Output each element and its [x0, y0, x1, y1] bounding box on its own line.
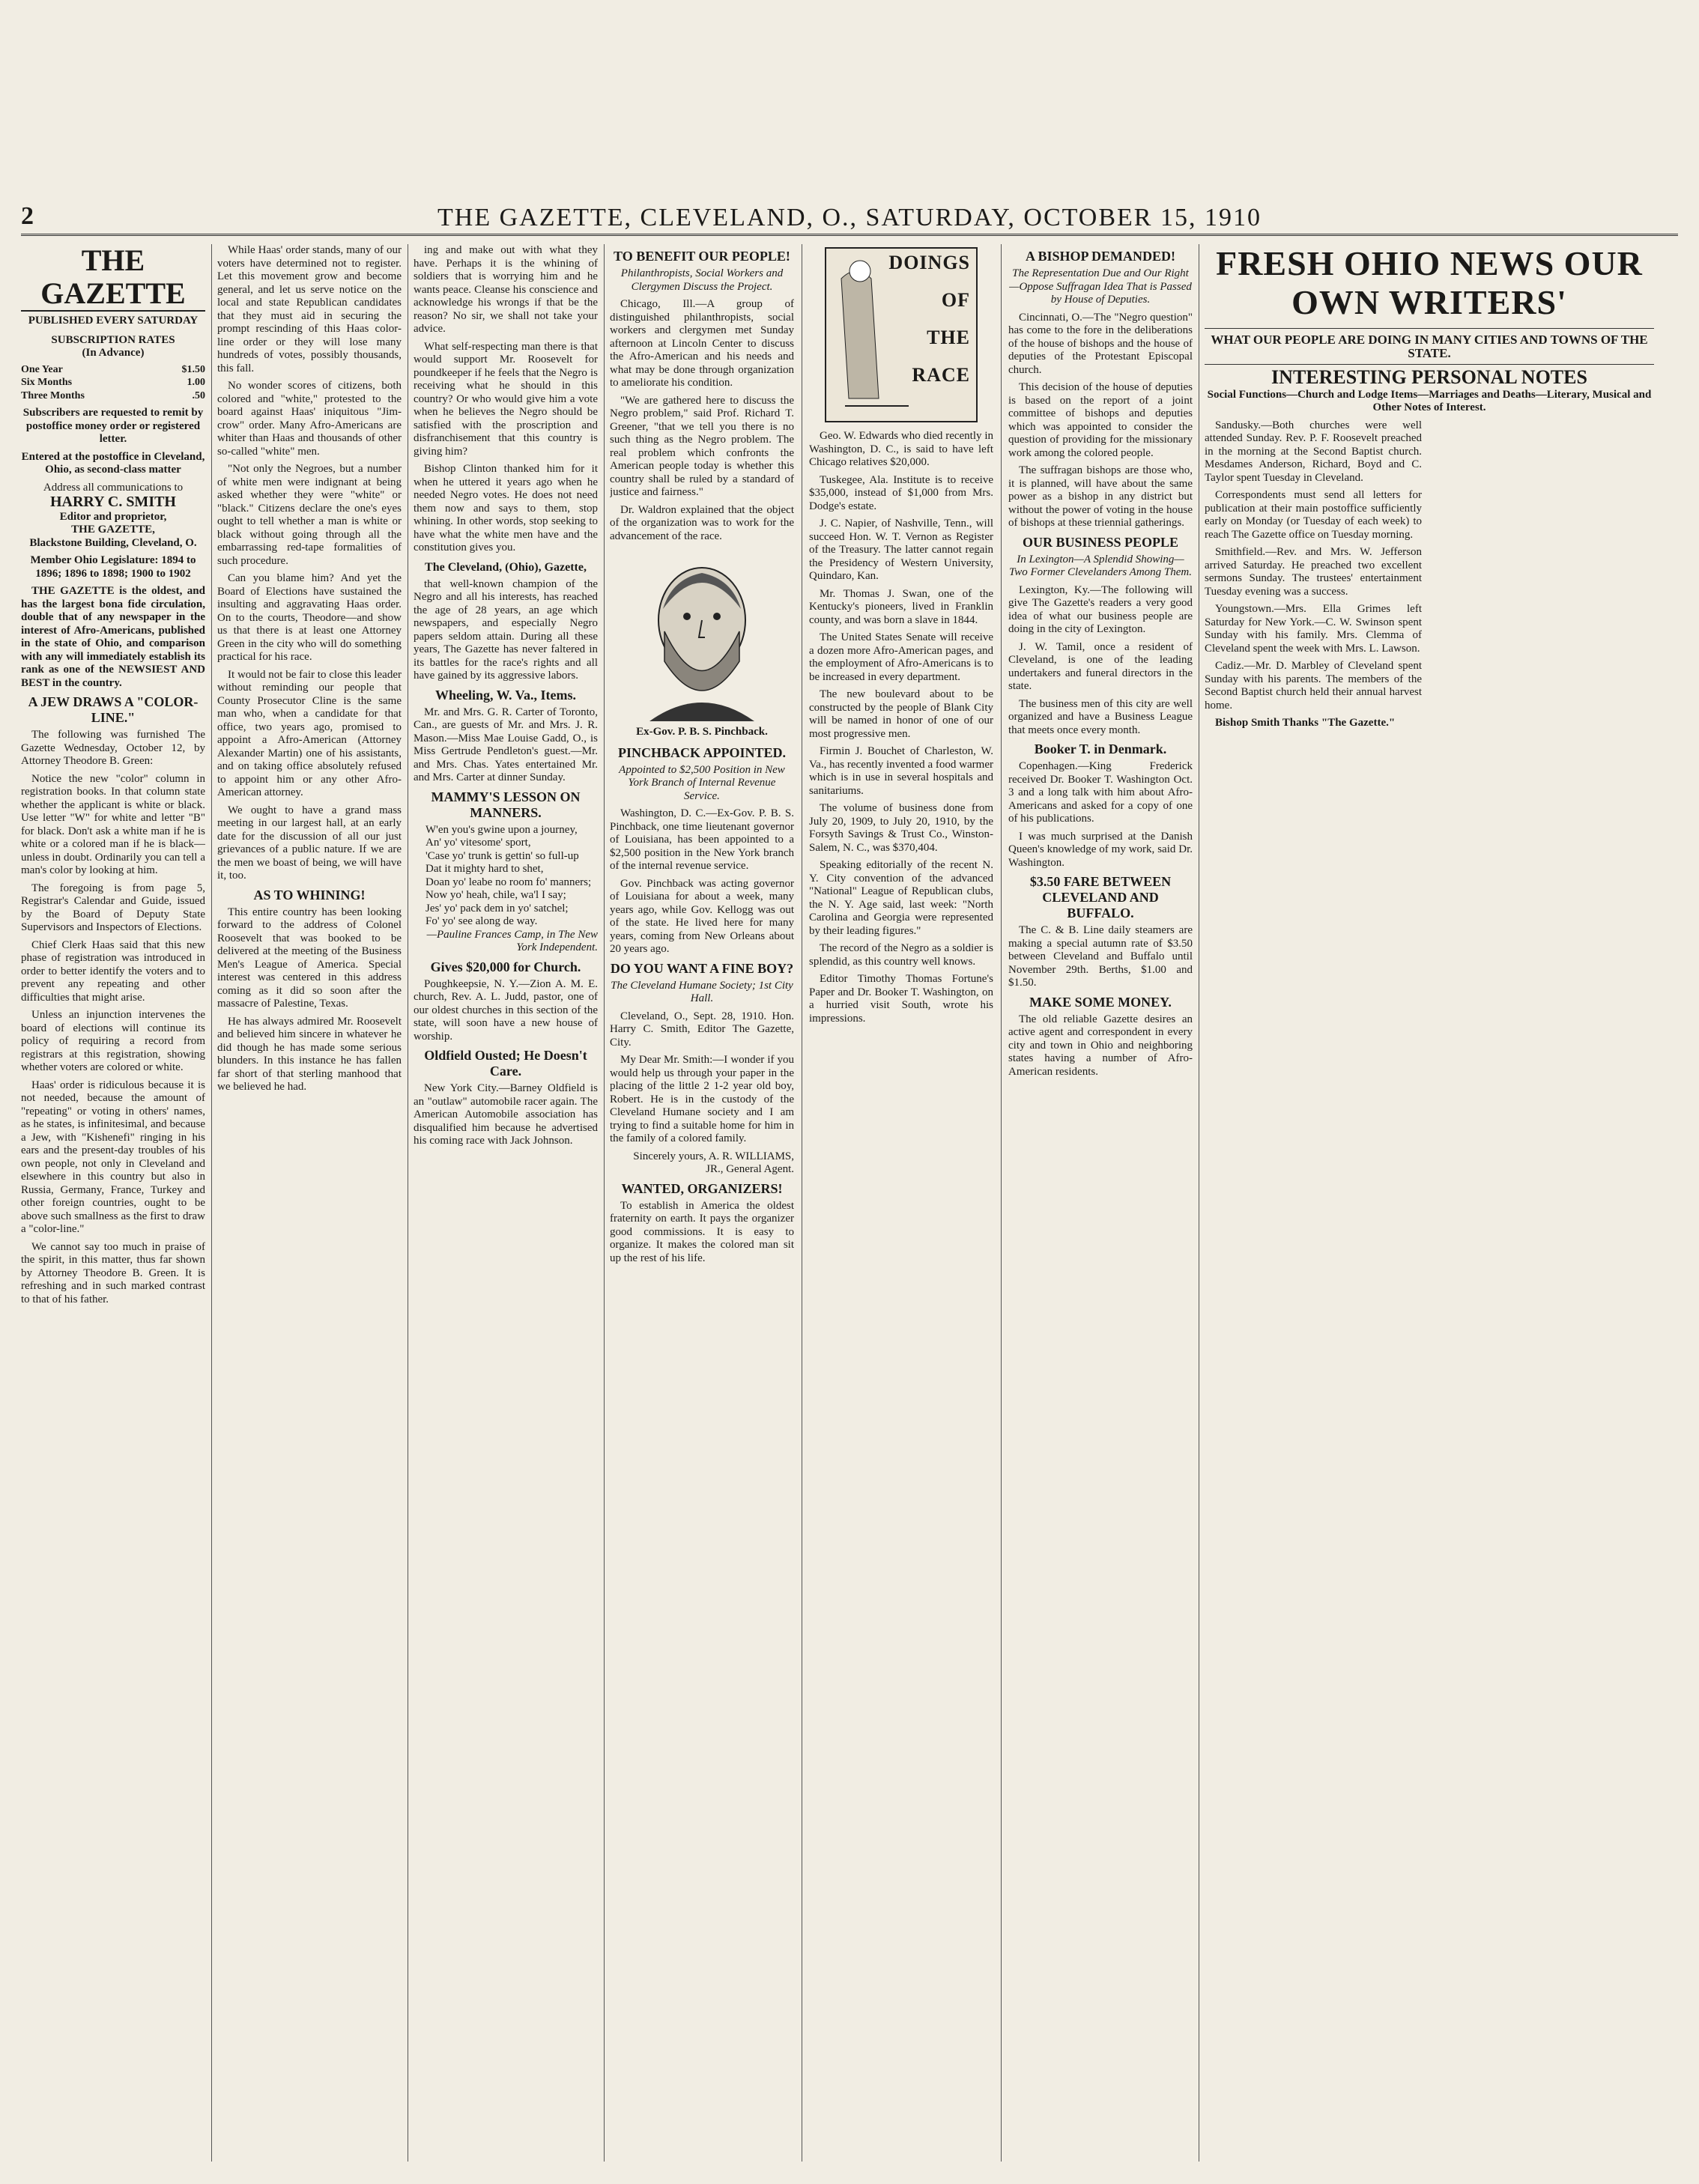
portrait-caption: Ex-Gov. P. B. S. Pinchback.: [636, 726, 768, 738]
article-paragraph: Geo. W. Edwards who died recently in Washington, D. C., is said to have left Chicago relatives $20,000.: [809, 430, 993, 468]
race-word: RACE: [912, 364, 970, 386]
article-paragraph: It would not be fair to close this leader without reminding our people that County Prosecutor Cline is the same man who, when a candidate for that office, two years ago, promised to appoint a Afro-American (Attorney Alexander Martin) one of his assistants, and on taking office absolutely refused to appoint him or any other Afro-American attorney.: [217, 668, 402, 798]
article-paragraph: ing and make out with what they have. Perhaps it is the whining of soldiers that is worrying him and he wants peace. Cleanse his conscience and acknowledge his wrongs if that be the reason? No sir, we shall not take your advice.: [414, 244, 598, 335]
column-3: [414, 244, 598, 2162]
article-paragraph: Smithfield.—Rev. and Mrs. W. Jefferson arrived Saturday. He preached two excellent sermons Sunday. The trustees' entertainment Tuesday evening was a success.: [1205, 546, 1422, 598]
article-paragraph: The volume of business done from July 20, 1909, to July 20, 1910, by the Forsyth Savings & Trust Co., Winston-Salem, N. C., was $370,404.: [809, 802, 993, 854]
article-paragraph: The foregoing is from page 5, Registrar's Calendar and Guide, issued by the Board of Deputy State Supervisors and Inspectors of Elections.: [21, 882, 205, 933]
headline-fare: $3.50 FARE BETWEEN CLEVELAND AND BUFFALO.: [1029, 874, 1172, 920]
race-word: THE: [927, 327, 970, 348]
article-paragraph: J. W. Tamil, once a resident of Cleveland, is one of the leading undertakers and funeral directors in the state.: [1008, 640, 1193, 692]
masthead: [21, 201, 1678, 236]
article-paragraph: Tuskegee, Ala. Institute is to receive $35,000, instead of $1,000 from Mrs. Dodge's estate.: [809, 473, 993, 512]
headline-as-to-whining: AS TO WHINING!: [253, 887, 366, 903]
article-paragraph: My Dear Mr. Smith:—I wonder if you would help us through your paper in the placing of the little 2 1-2 year old boy, Robert. He is in the custody of the Cleveland Humane society and I am trying to find a suitable home for him in the family of a colored family.: [610, 1054, 794, 1144]
article-paragraph: The following was furnished The Gazette Wednesday, October 12, by Attorney Theodore B. Green:: [21, 729, 205, 767]
poem-line: 'Case yo' trunk is gettin' so full-up: [425, 849, 579, 862]
article-paragraph: What self-respecting man there is that would support Mr. Roosevelt for poundkeeper if he feels that the Negro is receiving what he should in this country? Or who would give him a vote when he believes the Negro should be satisfied with the proscription and disfranchisement that this country is giving him?: [414, 340, 598, 458]
article-paragraph: The C. & B. Line daily steamers are making a special autumn rate of $3.50 between Cleveland and Buffalo until November 29th. Berths, $1.00 and $1.50.: [1008, 924, 1193, 989]
article-paragraph: Chicago, Ill.—A group of distinguished philanthropists, social workers and clergymen met Sunday afternoon at Lincoln Center to discuss the Afro-American and his needs and what may be done through organization to ameliorate his condition.: [610, 298, 794, 389]
headline-cleveland-gazette: The Cleveland, (Ohio), Gazette,: [425, 560, 587, 574]
article-paragraph: Gov. Pinchback was acting governor of Louisiana for about a week, many years ago, while Gov. Kellogg was out of the state. He lived here for many years, coming from New Orleans about 20 years ago.: [610, 877, 794, 955]
article-paragraph: Speaking editorially of the recent N. Y. City convention of the advanced "National" League of Republican clubs, the N. Y. Age said, last week: "North Carolina and Georgia were represented by their leading figures.": [809, 859, 993, 937]
article-paragraph: Firmin J. Bouchet of Charleston, W. Va., has recently invented a food warmer which is in use in several hospitals and sanitariums.: [809, 745, 993, 797]
article-paragraph: Poughkeepsie, N. Y.—Zion A. M. E. church, Rev. A. L. Judd, pastor, one of our oldest churches in this section of the state, will soon have a new house of worship.: [414, 977, 598, 1043]
article-paragraph: Chief Clerk Haas said that this new phase of registration was introduced in order to better identify the voters and to prevent any repeating and other difficulties that might arise.: [21, 938, 205, 1004]
entered-notice: Entered at the postoffice in Cleveland, Ohio, as second-class matter: [21, 450, 205, 476]
address-line: Address all communications to: [43, 481, 184, 494]
headline-organizers: WANTED, ORGANIZERS!: [621, 1180, 783, 1196]
poem: [414, 824, 598, 929]
poem-line: Jes' yo' pack dem in yo' satchel;: [425, 902, 569, 914]
portrait-illustration: [627, 549, 777, 721]
article-paragraph: J. C. Napier, of Nashville, Tenn., will succeed Hon. W. T. Vernon as Register of the Treasury. The latter cannot regain the Presidency of Western University, Quindaro, Kan.: [809, 518, 993, 582]
article-paragraph: The old reliable Gazette desires an active agent and correspondent in every city and town in Ohio and neighboring states having a number of Afro-American residents.: [1008, 1013, 1193, 1078]
poem-line: Now yo' heah, chile, wa'l I say;: [425, 889, 566, 901]
article-paragraph: Editor Timothy Thomas Fortune's Paper and Dr. Booker T. Washington, on a hurried visit South, wrote his impressions.: [809, 973, 993, 1025]
poem-line: Doan yo' leabe no room fo' manners;: [425, 876, 592, 888]
masthead-title: THE GAZETTE, CLEVELAND, O., SATURDAY, OCTOBER 15, 1910: [437, 204, 1262, 231]
article-paragraph: Cincinnati, O.—The "Negro question" has come to the fore in the deliberations of the house of bishops and the house of deputies of the Protestant Episcopal church.: [1008, 311, 1193, 376]
editor-role: Editor and proprietor,: [59, 510, 167, 523]
rates-heading: SUBSCRIPTION RATES: [51, 333, 175, 346]
article-paragraph: Washington, D. C.—Ex-Gov. P. B. S. Pinchback, one time lieutenant governor of Louisiana, has been appointed to a $2,500 position in the New York branch of the internal revenue service.: [610, 807, 794, 872]
headline-church-gift: Gives $20,000 for Church.: [430, 959, 581, 974]
article-paragraph: We ought to have a grand mass meeting in our largest hall, at an early date for the discussion of all our just grievances of a public nature. If we are the men we boast of being, we will have it, too.: [217, 804, 402, 882]
article-paragraph: Correspondents must send all letters for publication at their main postoffice sufficiently early on Monday (or Tuesday of each week) to reach The Gazette office on Tuesday morning.: [1205, 489, 1422, 541]
article-paragraph: "We are gathered here to discuss the Negro problem," said Prof. Richard T. Greener, "that we tell you there is no such thing as the Negro problem. The real problem which confronts the American people today is whether this country shall be ruled by a standard of justice and fairness.": [610, 394, 794, 498]
subhead-benefit: Philanthropists, Social Workers and Clergymen Discuss the Project.: [620, 267, 784, 293]
article-paragraph: The record of the Negro as a soldier is splendid, as this country well knows.: [809, 942, 993, 968]
page-number: 2: [21, 202, 34, 230]
race-word: DOINGS: [888, 252, 970, 273]
article-paragraph: Cadiz.—Mr. D. Marbley of Cleveland spent Sunday with his parents. The members of the Second Baptist church held their annual harvest home.: [1205, 660, 1422, 712]
article-paragraph: Mr. and Mrs. G. R. Carter of Toronto, Can., are guests of Mr. and Mrs. J. R. Mason.—Miss Mae Louise Gadd, O., is Miss Gertrude Pendleton's guest.—Mr. and Mrs. Chas. Yates entertained Mr. and Mrs. Carter at dinner Sunday.: [414, 706, 598, 783]
article-paragraph: To establish in America the oldest fraternity on earth. It pays the organizer good commissions. It is easy to organize. It makes the colored man sit up the rest of his life.: [610, 1199, 794, 1264]
headline-pinchback: PINCHBACK APPOINTED.: [617, 744, 786, 760]
race-word: OF: [941, 289, 970, 311]
published-line: PUBLISHED EVERY SATURDAY: [28, 315, 199, 327]
rate-row: Three Months .50: [21, 389, 205, 401]
article-paragraph: The United States Senate will receive a dozen more Afro-American pages, and the employment of Afro-Americans is to be increased in every department.: [809, 631, 993, 683]
article-paragraph: Bishop Clinton thanked him for it when he uttered it years ago when he needed Negro votes. He does not need them now and says to them, stop whining. In other words, stop seeking to have what the white men have and the constitution gives you.: [414, 463, 598, 553]
rate-row: One Year $1.50: [21, 363, 205, 375]
article-paragraph: Youngstown.—Mrs. Ella Grimes left Saturday for New York.—C. W. Swinson spent Sunday with his family. Mrs. Clemma of Cleveland spent the week with Mrs. L. Lawson.: [1205, 603, 1422, 655]
poem-line: Fo' yo' see along de way.: [425, 915, 538, 927]
headline-denmark: Booker T. in Denmark.: [1034, 741, 1167, 756]
article-paragraph: While Haas' order stands, many of our voters have determined not to register. Let this movement grow and become general, and let us serve notice on the local and state Republican candidates that they must aid in securing the prompt rescinding of this Haas color-line order or they will lose many hundreds of votes, possibly thousands, this fall.: [217, 244, 402, 374]
article-paragraph: Unless an injunction intervenes the board of elections will continue its policy of requiring a record from registrars at this registration, showing whether voters are colored or white.: [21, 1009, 205, 1073]
headline-fresh-ohio-news: FRESH OHIO NEWS OUR OWN WRITERS': [1216, 244, 1643, 321]
article-paragraph: Sandusky.—Both churches were well attended Sunday. Rev. P. F. Roosevelt preached in the morning at the Second Baptist church. Mesdames Anderson, Richard, Boyd and C. Taylor spent Tuesday in Cleveland.: [1205, 419, 1422, 484]
column-4: [610, 244, 794, 2162]
column-6: [1008, 244, 1193, 2162]
column-2: [217, 244, 402, 2162]
rates-subheading: (In Advance): [82, 347, 145, 359]
remit-notice: Subscribers are requested to remit by postoffice money order or registered letter.: [22, 407, 204, 445]
article-paragraph: The suffragan bishops are those who, it is planned, will have about the same power as a bishop in any district but without the power of voting in the house of bishops at these triennial gatherings.: [1008, 464, 1193, 529]
article-paragraph: He has always admired Mr. Roosevelt and believed him sincere in whatever he did though he has made some serious blunders. In this instance he has fallen far short of that sterling manhood that we believed he had.: [217, 1015, 402, 1093]
paper-name: THE GAZETTE: [21, 244, 205, 312]
gazette-name: THE GAZETTE,: [71, 524, 155, 536]
article-paragraph: Haas' order is ridiculous because it is not needed, because the amount of "repeating" or voting in others' names, as he states, is infinitesimal, and because a Jew, with "Kishenefi" ringing in his ears and the present-day troubles of his own people, not only in Cleveland and elsewhere in this country but also in Russia, Germany, France, Turkey and other foreign countries, ought to be above such smallness as the first to draw a "color-line.": [21, 1079, 205, 1235]
subhead-business: In Lexington—A Splendid Showing—Two Former Clevelanders Among Them.: [1008, 553, 1192, 578]
article-paragraph: Notice the new "color" column in registration books. In that column state whether the applicant is white or black. Use letter "W" for white and letter "B" for black. Don't ask a white man if he is white or a colored man if he is black—unless in doubt. Ordinarily you can tell a man's color by looking at him.: [21, 772, 205, 876]
headline-business: OUR BUSINESS PEOPLE: [1022, 534, 1179, 550]
rate-row: Six Months 1.00: [21, 377, 205, 388]
section-personal-notes: INTERESTING PERSONAL NOTES: [1271, 366, 1587, 388]
article-paragraph: Bishop Smith Thanks "The Gazette.": [1215, 717, 1396, 729]
headline-oldfield: Oldfield Ousted; He Doesn't Care.: [424, 1048, 587, 1079]
column-rule: [604, 244, 605, 2162]
subhead-personal-notes: Social Functions—Church and Lodge Items—Marriages and Deaths—Literary, Musical and Other Notes of Interest.: [1207, 388, 1652, 413]
column-rule: [211, 244, 212, 2162]
column-5: [809, 244, 993, 2162]
article-paragraph: I was much surprised at the Danish Queen's knowledge of my work, said Dr. Washington.: [1008, 830, 1193, 869]
article-paragraph: Lexington, Ky.—The following will give The Gazette's readers a very good idea of what our business people are doing in the city of Lexington.: [1008, 583, 1193, 635]
poem-line: W'en you's gwine upon a journey,: [425, 823, 578, 836]
article-paragraph: The business men of this city are well organized and have a Business League that meets once every month.: [1008, 697, 1193, 736]
article-paragraph: Mr. Thomas J. Swan, one of the Kentucky's pioneers, lived in Franklin county, and was born a slave in 1844.: [809, 587, 993, 626]
personal-notes-body: [1205, 419, 1654, 2037]
headline-make-money: MAKE SOME MONEY.: [1029, 994, 1172, 1010]
subhead-fine-boy: The Cleveland Humane Society; 1st City Hall.: [611, 979, 793, 1004]
headline-wheeling: Wheeling, W. Va., Items.: [434, 687, 577, 703]
subhead-fresh-ohio-news: WHAT OUR PEOPLE ARE DOING IN MANY CITIES AND TOWNS OF THE STATE.: [1205, 328, 1654, 365]
about-paper: THE GAZETTE is the oldest, and has the largest bona fide circulation, double that of any newspaper in the interest of Afro-Americans, published in the state of Ohio, and comparison with any will immediately establish its rank as one of the NEWSIEST AND BEST in the country.: [21, 585, 205, 689]
poem-line: Dat it mighty hard to shet,: [425, 863, 544, 875]
column-7: [1205, 244, 1654, 2162]
article-paragraph: "Not only the Negroes, but a number of white men were indignant at being asked whether they were "white" or "black." Citizens declare the one's eyes ought to tell whether a man is white or black without going through all the embarrassing red-tape formalities of such procedure.: [217, 463, 402, 567]
article-paragraph: that well-known champion of the Negro and all his interests, has reached the age of 28 years, an age which newspapers, and especially Negro papers seldom attain. During all these years, The Gazette has never faltered in its battles for the race's rights and all have gained by its aggressive labors.: [414, 577, 598, 682]
poem-line: An' yo' vitesome' sport,: [425, 837, 531, 849]
rates-table: [21, 363, 205, 403]
headline-benefit: TO BENEFIT OUR PEOPLE!: [614, 249, 790, 264]
subhead-pinchback: Appointed to $2,500 Position in New York Branch of Internal Revenue Service.: [619, 763, 785, 802]
headline-mammys-lesson: MAMMY'S LESSON ON MANNERS.: [431, 789, 581, 820]
pinchback-portrait: [627, 549, 777, 721]
column-1: [21, 244, 205, 2162]
article-paragraph: Can you blame him? And yet the Board of Elections have sustained the insulting and aggravating Haas order. On to the courts, Theodore—and show us that there is at least one Attorney Green in the city who will do something practical for his race.: [217, 572, 402, 663]
headline-bishop: A BISHOP DEMANDED!: [1025, 249, 1176, 264]
article-paragraph: No wonder scores of citizens, both colored and "white," protested to the board against Haas' iniquitous "Jim-crow" order. Many Afro-Americans are whiter than Haas and thousands of other so-called "white" men.: [217, 380, 402, 458]
doings-of-the-race-banner: [825, 247, 978, 422]
legislature-note: Member Ohio Legislature: 1894 to 1896; 1896 to 1898; 1900 to 1902: [30, 554, 196, 580]
column-rule: [1001, 244, 1002, 2162]
newspaper-page: [21, 15, 1678, 2169]
letter-signoff: Sincerely yours, A. R. WILLIAMS, JR., General Agent.: [633, 1150, 794, 1175]
article-paragraph: Copenhagen.—King Frederick received Dr. Booker T. Washington Oct. 3 and a long talk with him about Afro-Americans and asked for a copy of one of his publications.: [1008, 760, 1193, 825]
article-paragraph: New York City.—Barney Oldfield is an "outlaw" automobile racer again. The American Automobile association has disqualified him because he advertised his coming race with Jack Johnson.: [414, 1082, 598, 1147]
article-paragraph: Cleveland, O., Sept. 28, 1910. Hon. Harry C. Smith, Editor The Gazette, City.: [610, 1010, 794, 1049]
building-address: Blackstone Building, Cleveland, O.: [29, 536, 197, 549]
headline-fine-boy: DO YOU WANT A FINE BOY?: [610, 960, 794, 976]
subhead-bishop: The Representation Due and Our Right—Oppose Suffragan Idea That is Passed by House of Deputies.: [1009, 267, 1192, 306]
editor-name: HARRY C. SMITH: [49, 494, 176, 510]
article-paragraph: The new boulevard about to be constructed by the people of Blank City will be named in honor of one of our most progressive men.: [809, 688, 993, 740]
article-paragraph: We cannot say too much in praise of the spirit, in this matter, thus far shown by Attorney Theodore B. Green. It is refreshing and in such marked contrast to that of his father.: [21, 1240, 205, 1305]
article-paragraph: This decision of the house of deputies is based on the report of a joint committee of bishops and deputies which was appointed to consider the question of providing for the missionary work among the colored people.: [1008, 381, 1193, 459]
headline-color-line: A JEW DRAWS A "COLOR-LINE.": [28, 694, 199, 725]
poem-credit: —Pauline Frances Camp, in The New York Independent.: [426, 928, 598, 953]
article-paragraph: Dr. Waldron explained that the object of the organization was to work for the advancement of the race.: [610, 503, 794, 542]
article-paragraph: This entire country has been looking forward to the address of Colonel Roosevelt that was booked to be delivered at the meeting of the Business Men's League of America. Special interest was centered in this address coming as it did so soon after the massacre of Palestine, Texas.: [217, 906, 402, 1010]
